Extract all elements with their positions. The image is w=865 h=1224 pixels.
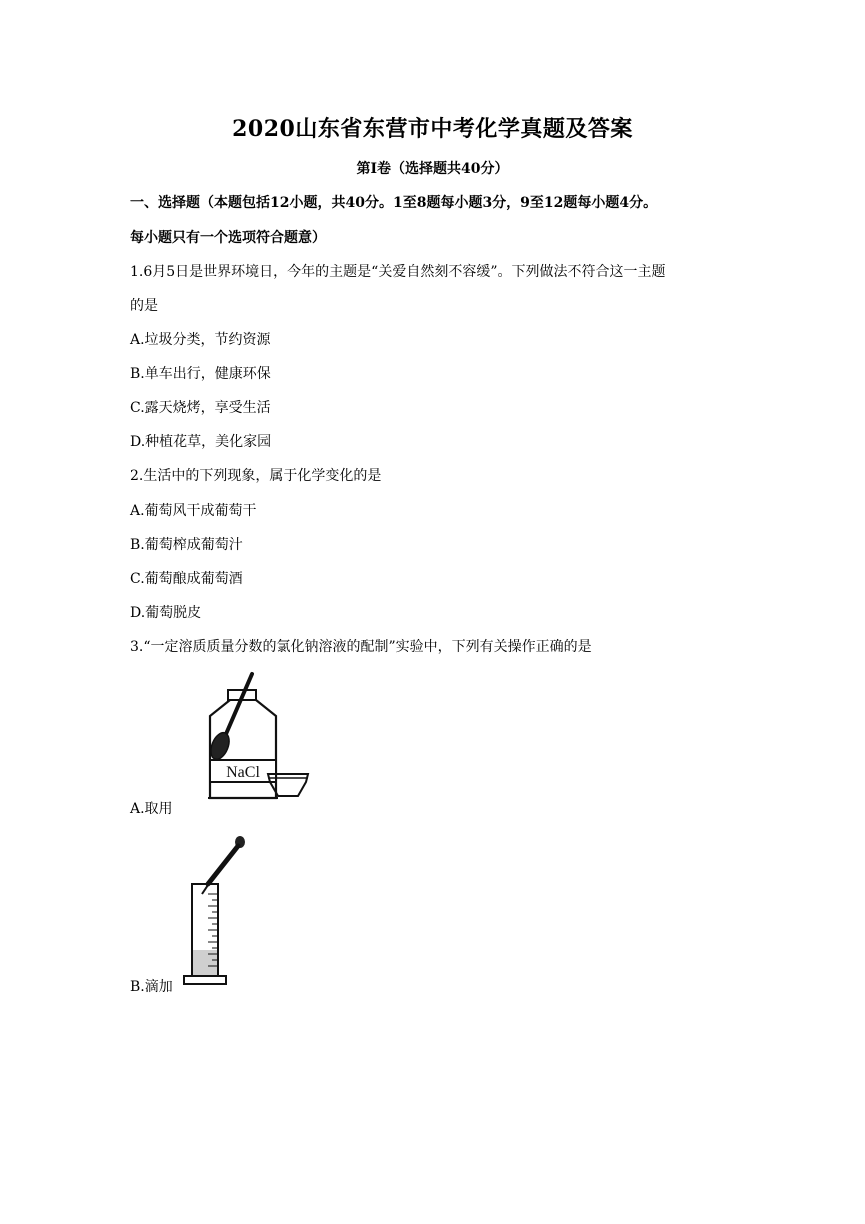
question-1-option-d: D.种植花草，美化家园 — [130, 434, 272, 450]
question-1-option-b: B.单车出行，健康环保 — [130, 366, 271, 382]
question-2-option-a: A.葡萄风干成葡萄干 — [130, 503, 257, 519]
question-1-option-a: A.垃圾分类，节约资源 — [130, 332, 271, 348]
graduated-cylinder-figure — [178, 832, 258, 992]
question-2-option-c: C.葡萄酿成葡萄酒 — [130, 571, 243, 587]
question-2-option-d: D.葡萄脱皮 — [130, 605, 202, 621]
section-heading-line-1: 一、选择题（本题包括12小题，共40分。1至8题每小题3分，9至12题每小题4分。 — [130, 195, 658, 211]
question-1-stem-line-1: 1.6月5日是世界环境日，今年的主题是“关爱自然刻不容缓”。下列做法不符合这一主题 — [130, 264, 666, 280]
question-3-stem: 3.“一定溶质质量分数的氯化钠溶液的配制”实验中，下列有关操作正确的是 — [130, 639, 592, 655]
question-3-option-a: A.取用 — [130, 801, 173, 817]
reagent-bottle-figure — [190, 668, 330, 812]
question-1-option-c: C.露天烧烤，享受生活 — [130, 400, 271, 416]
question-1-stem-line-2: 的是 — [130, 298, 158, 314]
question-2-stem: 2.生活中的下列现象，属于化学变化的是 — [130, 468, 382, 484]
question-2-option-b: B.葡萄榨成葡萄汁 — [130, 537, 243, 553]
question-3-option-b: B.滴加 — [130, 979, 173, 995]
section-heading-line-2: 每小题只有一个选项符合题意） — [130, 230, 326, 246]
section-subtitle: 第Ⅰ卷（选择题共40分） — [356, 161, 509, 177]
nacl-label: NaCl — [226, 764, 260, 781]
page-title: 2020山东省东营市中考化学真题及答案 — [232, 116, 633, 142]
